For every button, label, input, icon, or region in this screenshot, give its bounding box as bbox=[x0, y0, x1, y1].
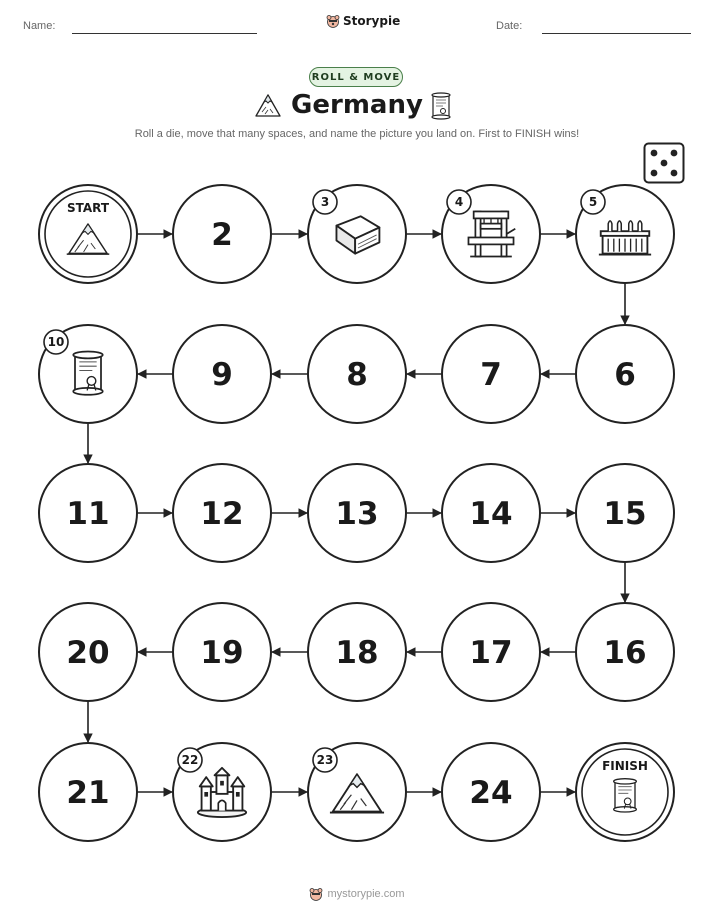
space-number: 21 bbox=[66, 775, 110, 811]
board-space-16[interactable] bbox=[576, 603, 674, 701]
space-number: 19 bbox=[200, 635, 244, 671]
board-space-23[interactable] bbox=[308, 743, 406, 841]
space-number: 2 bbox=[211, 217, 233, 253]
footer-url: mystorypie.com bbox=[327, 888, 405, 900]
space-number: 23 bbox=[316, 753, 334, 767]
board-space-17[interactable] bbox=[442, 603, 540, 701]
footer bbox=[0, 887, 714, 901]
space-number: 17 bbox=[469, 635, 513, 671]
board-space-11[interactable] bbox=[39, 464, 137, 562]
board-space-12[interactable] bbox=[173, 464, 271, 562]
board-space-22[interactable] bbox=[173, 743, 271, 841]
board-space-15[interactable] bbox=[576, 464, 674, 562]
space-number: 12 bbox=[200, 496, 244, 532]
brand-name: Storypie bbox=[343, 14, 401, 28]
board-space-2[interactable] bbox=[173, 185, 271, 283]
board-space-20[interactable] bbox=[39, 603, 137, 701]
game-type-badge: ROLL & MOVE bbox=[309, 67, 403, 87]
space-number: 8 bbox=[346, 357, 368, 393]
storypie-mascot-icon bbox=[309, 887, 323, 901]
finish-space[interactable] bbox=[576, 743, 674, 841]
board-space-13[interactable] bbox=[308, 464, 406, 562]
board-space-14[interactable] bbox=[442, 464, 540, 562]
instructions-text: Roll a die, move that many spaces, and name the picture you land on. First to FINISH wins! bbox=[134, 128, 580, 140]
board-space-4[interactable] bbox=[442, 185, 540, 283]
space-number: 6 bbox=[614, 357, 636, 393]
finish-label: FINISH bbox=[602, 759, 648, 773]
date-label: Date: bbox=[496, 20, 523, 32]
start-label: START bbox=[66, 201, 110, 215]
space-number: 10 bbox=[47, 335, 65, 349]
space-number: 7 bbox=[480, 357, 502, 393]
space-number: 24 bbox=[469, 775, 513, 811]
board-space-6[interactable] bbox=[576, 325, 674, 423]
name-label: Name: bbox=[23, 20, 56, 32]
board-space-5[interactable] bbox=[576, 185, 674, 283]
board-space-21[interactable] bbox=[39, 743, 137, 841]
space-number: 11 bbox=[66, 496, 110, 532]
board-space-7[interactable] bbox=[442, 325, 540, 423]
space-number: 16 bbox=[603, 635, 647, 671]
page-title: Germany bbox=[291, 90, 423, 120]
board-space-24[interactable] bbox=[442, 743, 540, 841]
space-number: 15 bbox=[603, 496, 647, 532]
space-number: 20 bbox=[66, 635, 110, 671]
start-space[interactable] bbox=[39, 185, 137, 283]
scroll-icon bbox=[73, 351, 102, 394]
board-space-10[interactable] bbox=[39, 325, 137, 423]
space-number: 13 bbox=[335, 496, 379, 532]
board-space-19[interactable] bbox=[173, 603, 271, 701]
space-number: 9 bbox=[211, 357, 233, 393]
space-number: 22 bbox=[181, 753, 199, 767]
board-space-8[interactable] bbox=[308, 325, 406, 423]
space-number: 4 bbox=[454, 195, 464, 209]
board-space-18[interactable] bbox=[308, 603, 406, 701]
board-space-3[interactable] bbox=[308, 185, 406, 283]
board-space-9[interactable] bbox=[173, 325, 271, 423]
space-number: 3 bbox=[320, 195, 330, 209]
scroll-icon bbox=[614, 779, 637, 812]
space-number: 18 bbox=[335, 635, 379, 671]
space-number: 14 bbox=[469, 496, 513, 532]
space-number: 5 bbox=[588, 195, 598, 209]
